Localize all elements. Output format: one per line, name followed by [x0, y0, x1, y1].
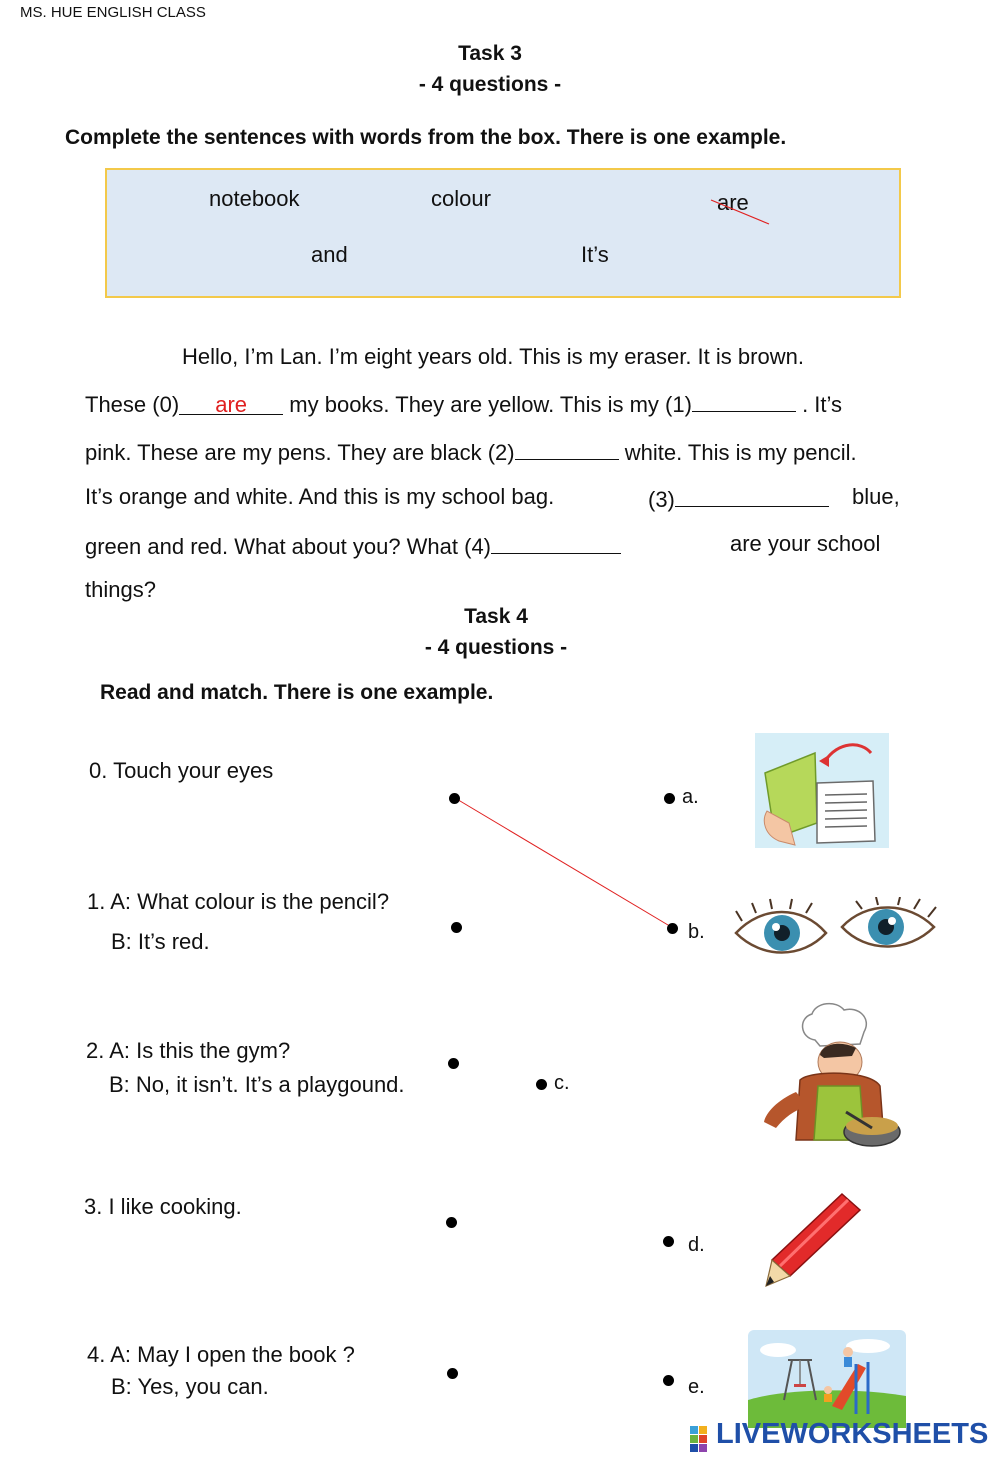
match-dot-left-2[interactable]	[448, 1058, 459, 1069]
paragraph-text: pink. These are my pens. They are black (2)	[85, 440, 515, 465]
match-dot-right-c[interactable]	[536, 1079, 547, 1090]
paragraph-text: are your school	[730, 531, 881, 556]
chef-cooking-picture	[760, 1000, 905, 1155]
task3-subtitle: - 4 questions -	[418, 73, 562, 96]
word-box-item: colour	[431, 186, 491, 211]
match-dot-left-4[interactable]	[447, 1368, 458, 1379]
example-answer: are	[215, 392, 248, 417]
paragraph-text: blue,	[852, 484, 900, 509]
match-dot-left-0[interactable]	[449, 793, 460, 804]
task4-instruction: Read and match. There is one example.	[100, 681, 494, 704]
paragraph-text: These (0)	[85, 392, 180, 417]
task3-title: Task 3	[458, 42, 522, 65]
match-dot-right-e[interactable]	[663, 1375, 674, 1386]
option-e-label: e.	[688, 1376, 705, 1398]
task3-instruction: Complete the sentences with words from the box. There is one example.	[65, 126, 787, 149]
paragraph-text: green and red. What about you? What (4)	[85, 534, 492, 559]
question-4: 4. A: May I open the book ?	[87, 1342, 355, 1367]
option-b-label: b.	[688, 921, 705, 943]
question-1: 1. A: What colour is the pencil?	[87, 889, 390, 914]
word-box-item: are	[717, 190, 749, 215]
match-dot-left-3[interactable]	[446, 1217, 457, 1228]
question-3: 3. I like cooking.	[84, 1194, 242, 1219]
paragraph-line: Hello, I’m Lan. I’m eight years old. This is my eraser. It is brown.	[182, 344, 804, 369]
question-2: 2. A: Is this the gym?	[86, 1038, 291, 1063]
word-box-item: and	[311, 242, 348, 267]
option-d-label: d.	[688, 1234, 705, 1256]
liveworksheets-logo	[690, 1418, 988, 1452]
task4-subtitle: - 4 questions -	[424, 636, 568, 659]
class-header: MS. HUE ENGLISH CLASS	[20, 4, 206, 21]
paragraph-text: . It’s	[802, 392, 843, 417]
paragraph-text: white. This is my pencil.	[624, 440, 857, 465]
paragraph-text: (3)	[648, 487, 675, 512]
option-c-label: c.	[554, 1072, 570, 1094]
eye-right	[842, 897, 936, 947]
option-a-label: a.	[682, 786, 699, 808]
word-box-item: It’s	[581, 242, 609, 267]
paragraph-line: things?	[85, 577, 156, 602]
red-pencil-picture	[760, 1190, 865, 1290]
eyes-picture	[732, 897, 937, 967]
task4-title: Task 4	[464, 605, 528, 628]
word-box-item: notebook	[209, 186, 300, 211]
paragraph-text: my books. They are yellow. This is my (1)	[289, 392, 692, 417]
answer-line-1: B: It’s red.	[111, 929, 210, 954]
match-dot-left-1[interactable]	[451, 922, 462, 933]
liveworksheets-icon	[690, 1426, 716, 1452]
match-dot-right-b[interactable]	[667, 923, 678, 934]
eye-left	[736, 899, 826, 953]
answer-line-4: B: Yes, you can.	[111, 1374, 269, 1399]
paragraph-line: It’s orange and white. And this is my school bag.	[85, 484, 555, 509]
match-dot-right-d[interactable]	[663, 1236, 674, 1247]
example-match-line	[455, 798, 673, 928]
match-dot-right-a[interactable]	[664, 793, 675, 804]
open-book-picture	[755, 733, 889, 848]
answer-line-2: B: No, it isn’t. It’s a playgound.	[109, 1072, 405, 1097]
question-0: 0. Touch your eyes	[89, 758, 274, 783]
liveworksheets-brand: LIVEWORKSHEETS	[716, 1418, 989, 1450]
playground-picture	[748, 1330, 906, 1428]
